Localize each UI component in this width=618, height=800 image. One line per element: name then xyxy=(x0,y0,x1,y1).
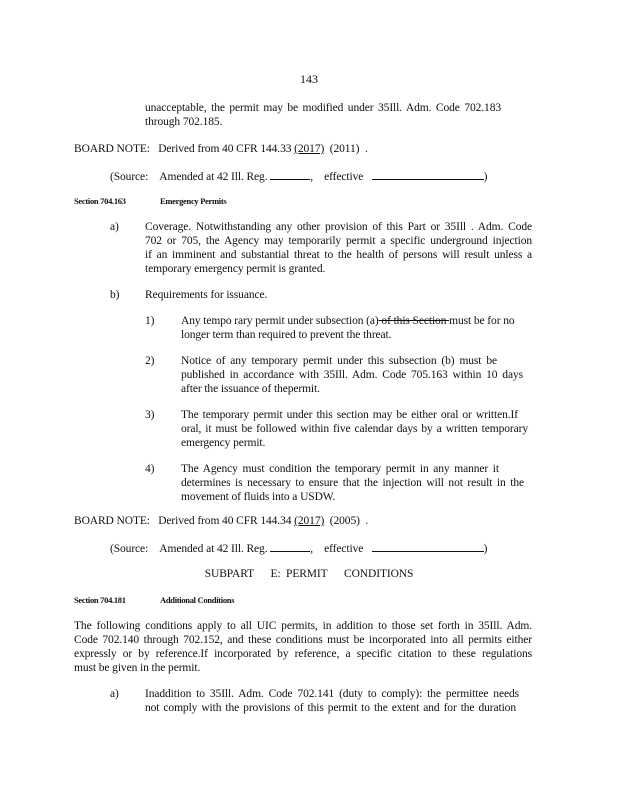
blank-register-line xyxy=(270,169,310,180)
item-1-line-1 xyxy=(181,314,515,328)
deleted-year: (2011) xyxy=(329,143,360,155)
page-number: 143 xyxy=(300,72,318,86)
item-4-line-3: movement of fluids into a USDW. xyxy=(181,491,336,503)
item-1-deleted-text: of this Section xyxy=(378,315,450,327)
section-704-163-title: Emergency Permits xyxy=(160,196,227,206)
section-704-181-title: Additional Conditions xyxy=(160,595,235,605)
general-line-4: must be given in the permit. xyxy=(74,662,201,674)
subpart-heading: SUBPART E: PERMIT CONDITIONS xyxy=(204,568,414,580)
board-note-text: Derived from 40 CFR 144.33 xyxy=(158,143,292,155)
blank-effective-line xyxy=(372,541,484,552)
board-note-label: BOARD NOTE: xyxy=(74,515,150,527)
item-1-line-2: longer term than required to prevent the threat. xyxy=(181,329,392,341)
condition-a-line-1: Inaddition to 35Ill. Adm. Code 702.141 (duty to comply): the permittee needs xyxy=(145,688,519,700)
source-close: ) xyxy=(483,171,488,183)
source-note-2 xyxy=(110,541,487,556)
blank-register-line xyxy=(270,541,310,552)
item-3-line-3: emergency permit. xyxy=(181,437,266,449)
item-1-marker: 1) xyxy=(145,315,155,327)
item-3-marker: 3) xyxy=(145,409,155,421)
coverage-line-1: Coverage. Notwithstanding any other provision of this Part or 35Ill . Adm. Code xyxy=(145,221,532,233)
source-amended: Amended at 42 Ill. Reg. xyxy=(159,171,268,183)
source-effective: effective xyxy=(324,171,364,183)
continuation-line-1: unacceptable, the permit may be modified under 35Ill. Adm. Code 702.183 xyxy=(145,102,501,114)
coverage-line-2: 702 or 705, the Agency may temporarily permit a specific underground injection xyxy=(145,235,532,247)
board-note-period: . xyxy=(364,143,368,155)
inserted-year: (2017) xyxy=(294,515,325,527)
item-2-line-3: after the issuance of thepermit. xyxy=(181,383,320,395)
board-note-text: Derived from 40 CFR 144.34 xyxy=(158,515,292,527)
item-2-line-2: published in accordance with 35Ill. Adm. Code 705.163 within 10 days xyxy=(181,369,523,381)
item-3-line-1: The temporary permit under this section may be either oral or written.If xyxy=(181,409,518,421)
section-704-181-number: Section 704.181 xyxy=(74,595,126,605)
coverage-line-4: temporary emergency permit is granted. xyxy=(145,263,326,275)
item-1-text-end: must be for no xyxy=(449,315,515,327)
requirements-text: Requirements for issuance. xyxy=(145,289,268,301)
item-2-marker: 2) xyxy=(145,355,155,367)
item-4-marker: 4) xyxy=(145,463,155,475)
source-open: (Source: xyxy=(110,543,149,555)
requirements-marker: b) xyxy=(110,289,120,301)
section-704-163-number: Section 704.163 xyxy=(74,196,126,206)
board-note-label: BOARD NOTE: xyxy=(74,143,150,155)
source-note-1 xyxy=(110,169,487,184)
item-4-line-2: determines is necessary to ensure that the injection will not result in the xyxy=(181,477,524,489)
source-comma: , xyxy=(310,171,314,183)
general-line-3: expressly or by reference.If incorporated by reference, a specific citation to these regulations xyxy=(74,648,532,660)
item-4-line-1: The Agency must condition the temporary permit in any manner it xyxy=(181,463,499,475)
condition-a-marker: a) xyxy=(110,688,119,700)
coverage-line-3: if an imminent and substantial threat to the health of persons will result unless a xyxy=(145,249,532,261)
item-3-line-2: oral, it must be followed within five calendar days by a written temporary xyxy=(181,423,528,435)
deleted-year: (2005) xyxy=(329,515,360,527)
source-effective: effective xyxy=(324,543,364,555)
board-note-1 xyxy=(74,142,368,156)
item-1-text: Any tempo rary permit under subsection (a) xyxy=(181,315,379,327)
board-note-2 xyxy=(74,514,368,528)
continuation-line-2: through 702.185. xyxy=(145,116,223,128)
inserted-year: (2017) xyxy=(294,143,325,155)
condition-a-line-2: not comply with the provisions of this permit to the extent and for the duration xyxy=(145,702,516,714)
source-close: ) xyxy=(483,543,488,555)
source-comma: , xyxy=(310,543,314,555)
blank-effective-line xyxy=(372,169,484,180)
source-open: (Source: xyxy=(110,171,149,183)
coverage-marker: a) xyxy=(110,221,119,233)
source-amended: Amended at 42 Ill. Reg. xyxy=(159,543,268,555)
general-line-1: The following conditions apply to all UIC permits, in addition to those set forth in 35Ill. Adm. xyxy=(74,620,532,632)
board-note-period: . xyxy=(365,515,369,527)
item-2-line-1: Notice of any temporary permit under this subsection (b) must be xyxy=(181,355,497,367)
general-line-2: Code 702.140 through 702.152, and these conditions must be incorporated into all permits either xyxy=(74,634,532,646)
